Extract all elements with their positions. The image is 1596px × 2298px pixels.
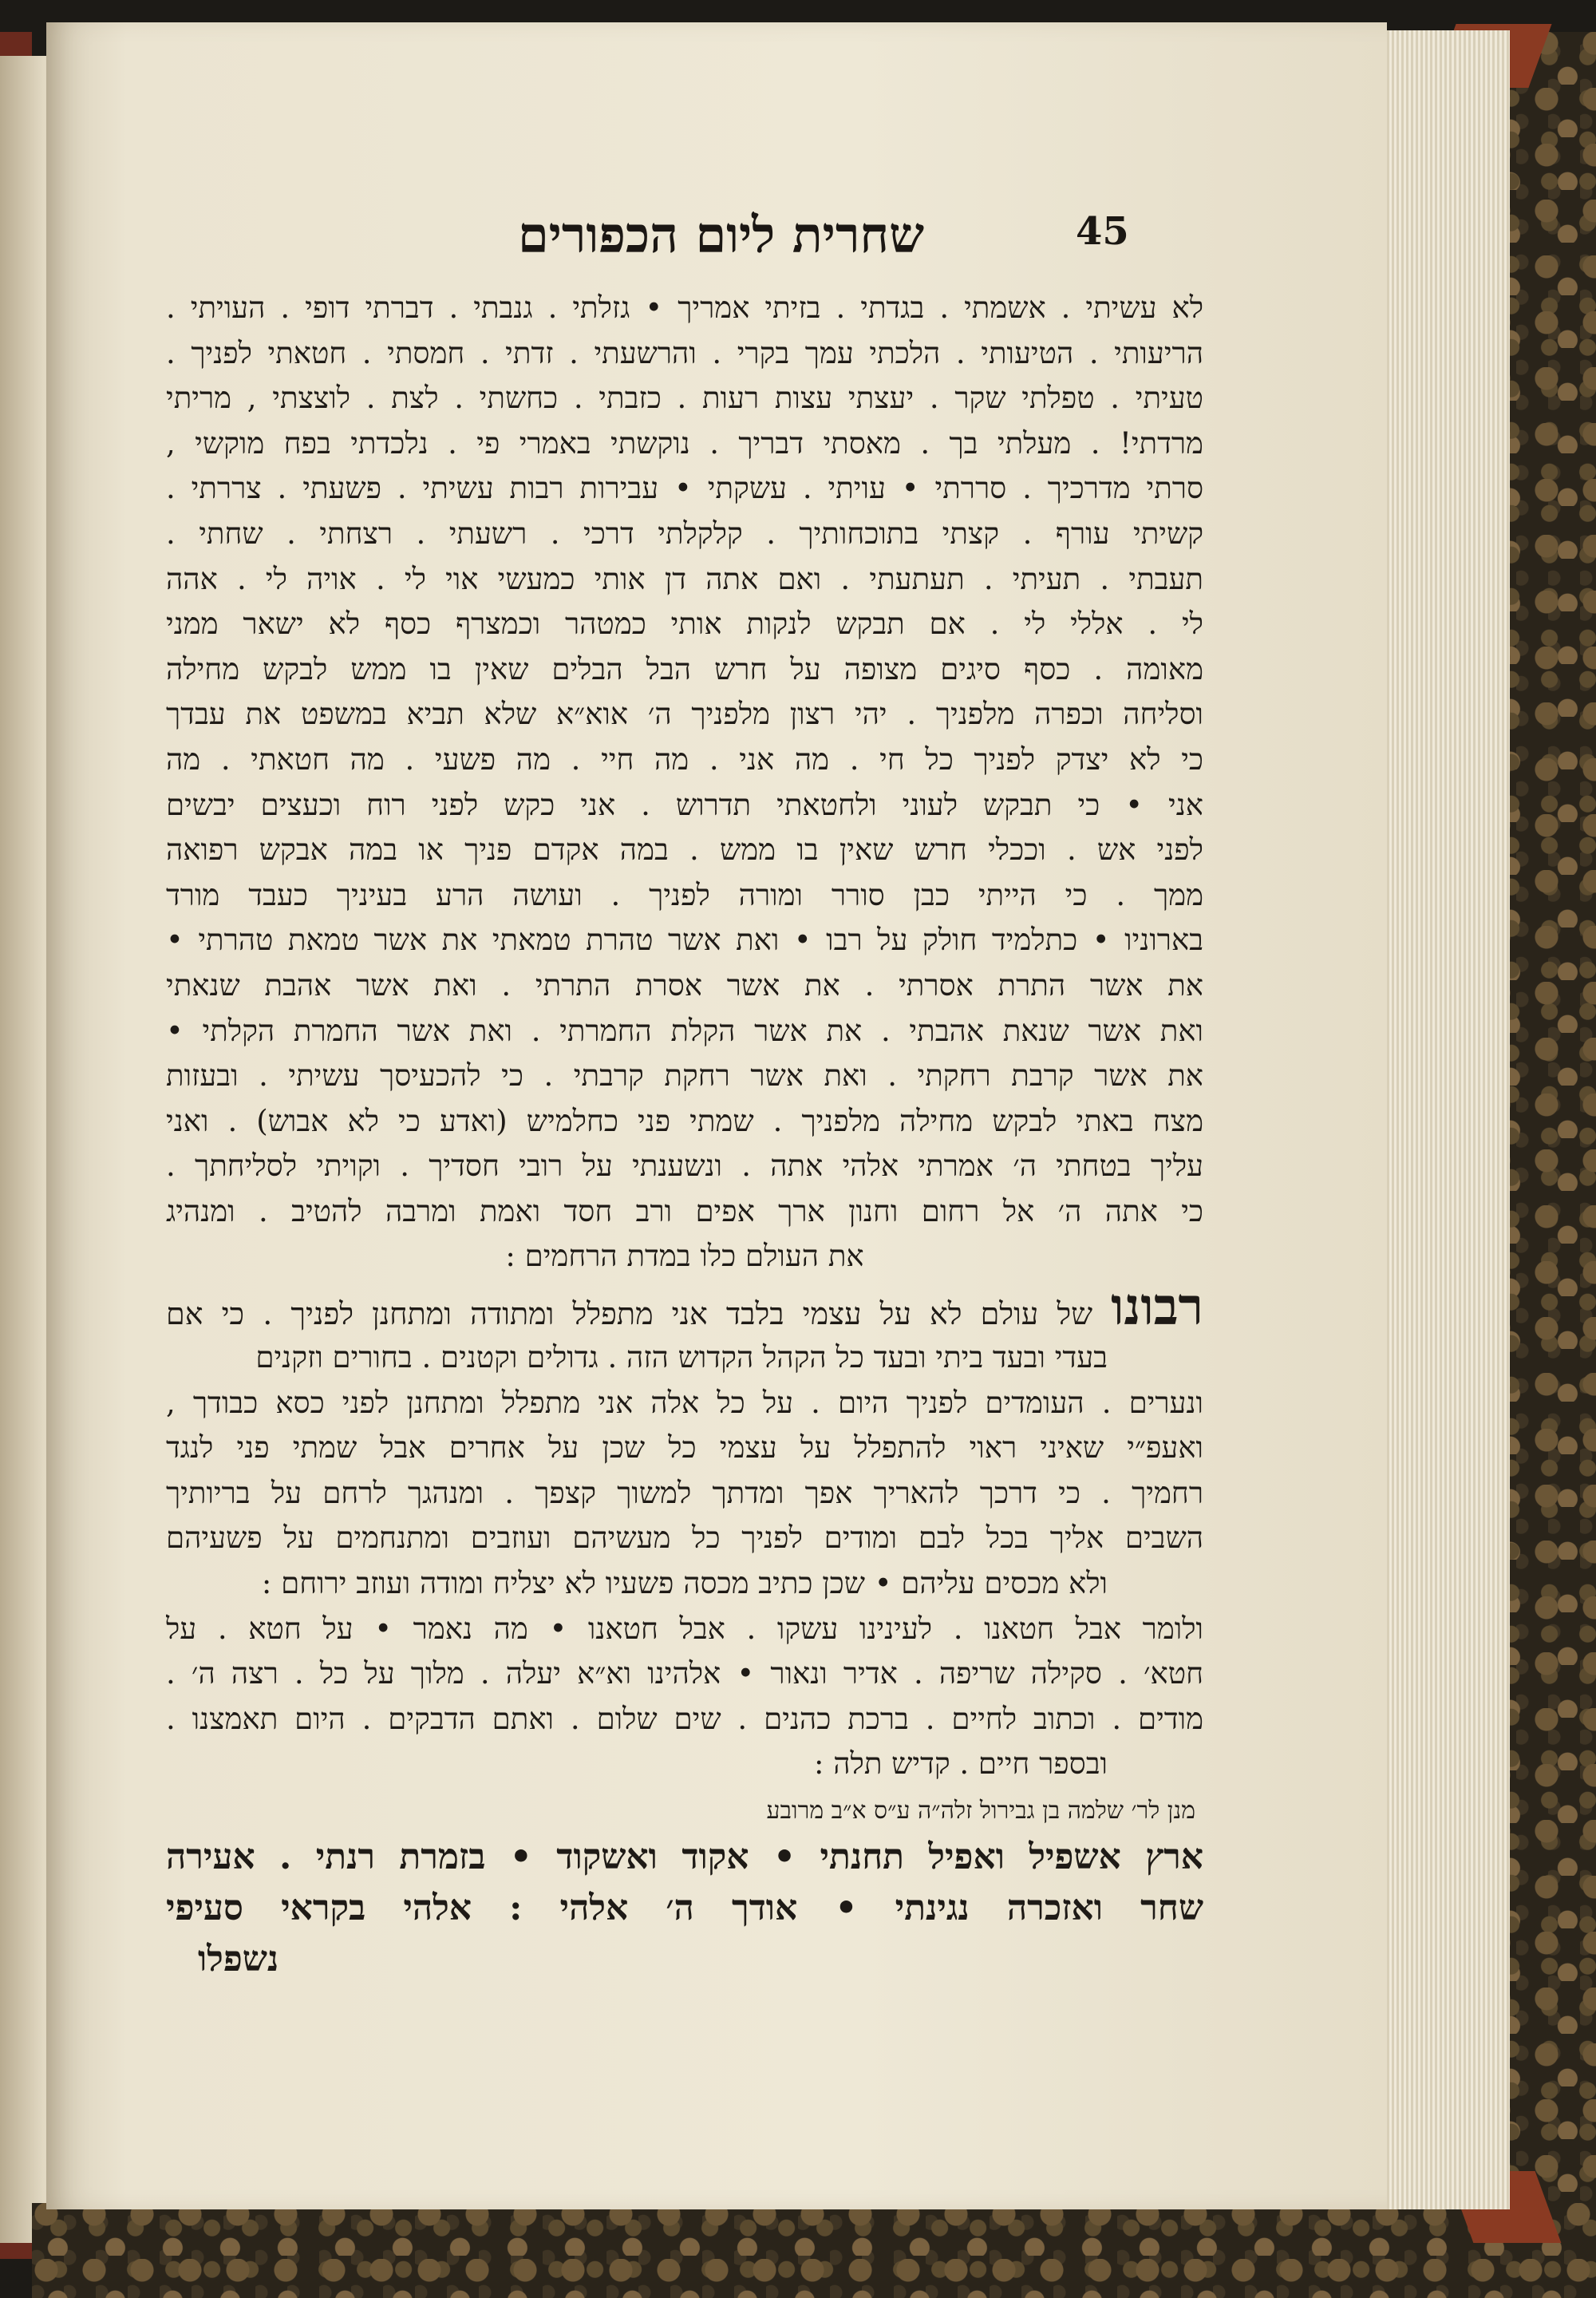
text-line: לי . אללי לי . אם תבקש לנקות אותי כמטהר וכמצרף כסף לא ישאר ממני xyxy=(166,607,1203,642)
text-line: וסליחה וכפרה מלפניך . יהי רצון מלפניך ה׳ אוא״א שלא תביא במשפט את עבדך xyxy=(166,697,1203,732)
text-line: עליך בטחתי ה׳ אמרתי אלהי אתה . ונשענתי על רובי חסדיך . וקויתי לסליחתך . xyxy=(166,1149,1203,1184)
text-line: כי אתה ה׳ אל רחום וחנון ארך אפים ורב חסד ואמת ומרבה להטיב . ומנהיג xyxy=(166,1193,1203,1228)
ribono-paragraph-start xyxy=(166,1280,1203,1335)
page-title: שחרית ליום הכפורים xyxy=(517,206,924,264)
text-line: חטא׳ . סקילה שריפה . אדיר ונאור • אלהינו וא״א יעלה . מלוך על כל . רצה ה׳ . xyxy=(166,1656,1203,1691)
page-number: 45 xyxy=(1076,209,1129,254)
piyyut-attribution: מנן לר׳ שלמה בן גבירול זלה״ה ע״ס א״ב מרובע xyxy=(766,1797,1195,1825)
text-line: השבים אליך בכל לבם ומודים לפניך כל מעשיהם ועוזבים ומתנחמים על פשעיהם xyxy=(166,1521,1203,1556)
text-line: הריעותי . הטיעותי . הלכתי עמך בקרי . והרשעתי . זדתי . חמסתי . חטאתי לפניך . xyxy=(166,335,1203,370)
poem-line: שחר ואזכרה נגינתי • אודך ה׳ אלהי : אלהי בקראי סעיפי xyxy=(166,1888,1203,1928)
text-line: מרדתי! . מעלתי בך . מאסתי דבריך . נוקשתי באמרי פי . נלכדתי בפח מוקשי , xyxy=(166,425,1203,461)
text-line: בעדי ובעד ביתי ובעד כל הקהל הקדוש הזה . גדולים וקטנים . בחורים וזקנים xyxy=(255,1340,1108,1375)
book-page xyxy=(46,22,1387,2209)
text-line: ממך . כי הייתי כבן סורר ומורה לפניך . ועושה הרע בעיניך כעבד מורד xyxy=(166,877,1203,912)
text-line: טעיתי . טפלתי שקר . יעצתי עצות רעות . כזבתי . כחשתי . לצת . לוצצתי , מריתי xyxy=(166,381,1203,416)
text-line: מצח באתי לבקש מחילה מלפניך . שמתי פני כחלמיש (ואדע כי לא אבוש) . ואני xyxy=(166,1103,1203,1138)
text-line: בארוניו • כתלמיד חולק על רבו • ואת אשר טהרת טמאתי את אשר טמאת טהרתי • xyxy=(166,923,1203,958)
text-line: מאומה . כסף סיגים מצופה על חרש הבל הבלים שאין בו ממש לבקש מחילה xyxy=(166,651,1203,686)
marbled-cover-bottom xyxy=(32,2203,1596,2298)
text-line: לפני אש . וככלי חרש שאין בו ממש . במה אקדם פניך או במה אבקש רפואה xyxy=(166,833,1203,868)
text-line: רחמיך . כי דרכך להאריך אפך ומדתך למשוך קצפך . ומנהגך לרחם על בריותיך xyxy=(166,1475,1203,1510)
text-line: ולומר אבל חטאנו . לעינינו עשקו . אבל חטאנו • מה נאמר • על חטא . על xyxy=(166,1611,1203,1646)
text-line: ואעפ״י שאיני ראוי להתפלל על עצמי כל שכן על אחרים אבל שמתי פני לנגד xyxy=(166,1430,1203,1465)
text-line: ולא מכסים עליהם • שכן כתיב מכסה פשעיו לא יצליח ומודה ועוזב ירוחם : xyxy=(261,1566,1108,1601)
text-line: אני • כי תבקש לעוני ולחטאתי תדרוש . אני כקש לפני רוח וכעצים יבשים xyxy=(166,787,1203,822)
text-line: לא עשיתי . אשמתי . בגדתי . בזיתי אמריך • גזלתי . גנבתי . דברתי דופי . העויתי . xyxy=(166,291,1203,325)
running-header xyxy=(270,206,1163,279)
poem-line: נשפלו xyxy=(198,1939,279,1980)
text-line: את אשר התרת אסרתי . את אשר אסרת התרתי . ואת אשר אהבת שנאתי xyxy=(166,967,1203,1003)
ribono-rest: של עולם לא על עצמי בלבד אני מתפלל ומתודה ומתחנן לפניך . כי אם xyxy=(166,1296,1093,1332)
text-line: מודים . וכתוב לחיים . ברכת כהנים . שים שלום . ואתם הדבקים . היום תאמצנו . xyxy=(166,1701,1203,1736)
closing-line: את העולם כלו במדת הרחמים : xyxy=(505,1239,864,1274)
text-line: קשיתי עורף . קצתי בתוכחותיך . קלקלתי דרכי . רשעתי . רצחתי . שחתי . xyxy=(166,516,1203,551)
text-line: ונערים . העומדים לפניך היום . על כל אלה אני מתפלל ומתחנן לפני כסא כבודך , xyxy=(166,1385,1203,1420)
prayer-text xyxy=(166,286,1203,1985)
poem-line: ארץ אשפיל ואפיל תחנתי • אקוד ואשקוד • בזמרת רנתי . אעירה xyxy=(166,1837,1203,1877)
text-line: ובספר חיים . קדיש תלה : xyxy=(814,1746,1108,1782)
text-line: סרתי מדרכיך . סררתי • עויתי . עשקתי • עבירות רבות עשיתי . פשעתי . צררתי . xyxy=(166,471,1203,506)
text-line: ואת אשר שנאת אהבתי . את אשר הקלת החמרתי . ואת אשר החמרת הקלתי • xyxy=(166,1013,1203,1048)
ribono-word: רבונו xyxy=(1111,1280,1203,1336)
text-line: כי לא יצדק לפניך כל חי . מה אני . מה חיי . מה פשעי . מה חטאתי . מה xyxy=(166,742,1203,777)
text-line: תעבתי . תעיתי . תעתעתי . ואם אתה דן אותי כמעשי אוי לי . אויה לי . אהה xyxy=(166,561,1203,596)
text-line: את אשר קרבת רחקתי . ואת אשר רחקת קרבתי . כי להכעיסך עשיתי . ובעזות xyxy=(166,1058,1203,1094)
